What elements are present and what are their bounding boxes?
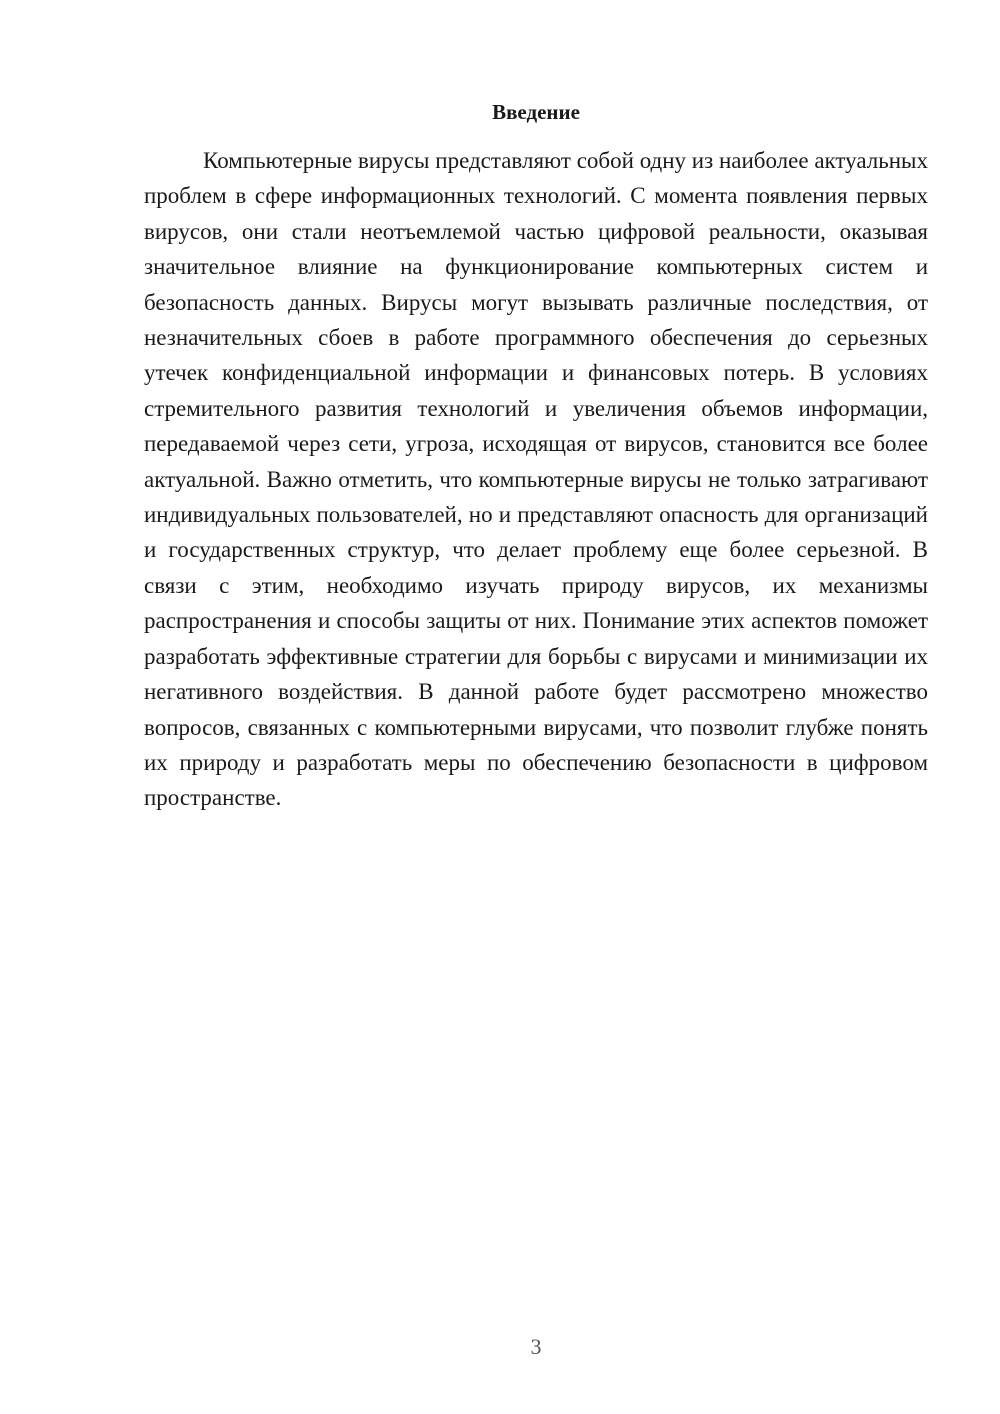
page-number: 3 (530, 1334, 542, 1359)
intro-paragraph: Компьютерные вирусы представляют собой одну из наиболее актуальных проблем в сфере информационных технологий. С момента появления первых вирусов, они стали неотъемлемой частью цифровой реальности, оказывая значительное влияние на функционирование компьютерных систем и безопасность данных. Вирусы могут вызывать различные последствия, от незначительных сбоев в работе программного обеспечения до серьезных утечек конфиденциальной информации и финансовых потерь. В условиях стремительного развития технологий и увеличения объемов информации, передаваемой через сети, угроза, исходящая от вирусов, становится все более актуальной. Важно отметить, что компьютерные вирусы не только затрагивают индивидуальных пользователей, но и представляют опасность для организаций и государственных структур, что делает проблему еще более серьезной. В связи с этим, необходимо изучать природу вирусов, их механизмы распространения и способы защиты от них. Понимание этих аспектов поможет разработать эффективные стратегии для борьбы с вирусами и минимизации их негативного воздействия. В данной работе будет рассмотрено множество вопросов, связанных с компьютерными вирусами, что позволит глубже понять их природу и разработать меры по обеспечению безопасности в цифровом пространстве. (144, 148, 928, 811)
section-heading: Введение (492, 100, 580, 124)
